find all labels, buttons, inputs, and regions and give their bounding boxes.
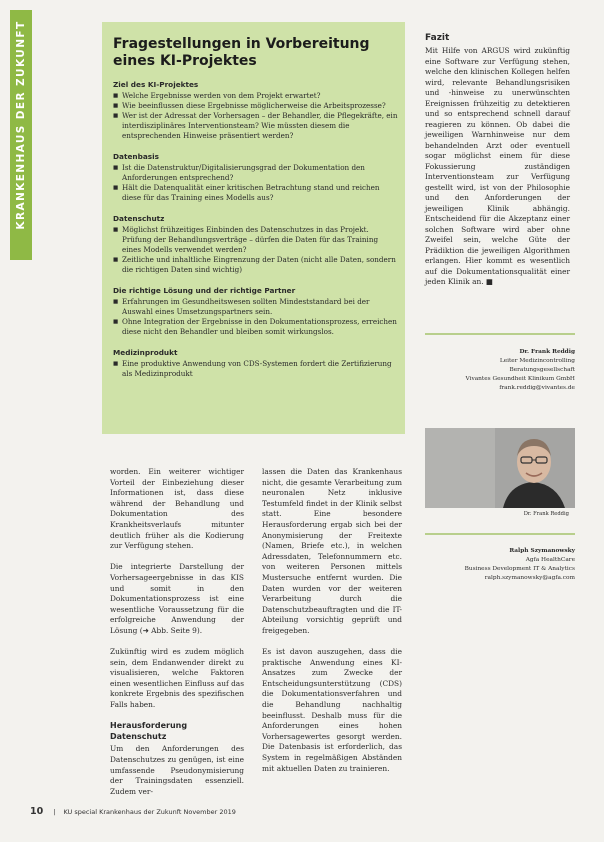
- author-block-1: [425, 348, 575, 393]
- list-item: ■ Wie beeinflussen diese Ergebnisse möglicherweise die Arbeitsprozesse?: [113, 101, 399, 111]
- paragraph: Die integrierte Darstellung der Vorhersageergebnisse in das KIS und somit in den Dokumentationsprozess ist eine wesentliche Voraussetzung für die erfolgreiche Anwendung der Lösung (➜ Abb. Seite 9).: [110, 562, 244, 635]
- list-item: ■ Möglichst frühzeitiges Einbinden des Datenschutzes in das Projekt. Prüfung der Behandlungsverträge – dürfen die Daten für das Training eines Modells verwendet werden?: [113, 225, 399, 255]
- author-name: Ralph Szymanowsky: [509, 548, 575, 554]
- paragraph: Um den Anforderungen des Datenschutzes zu genügen, ist eine umfassende Pseudonymisierung der Trainingsdaten essenziell. Zudem ver-: [110, 744, 244, 796]
- author-role: Leiter Medizincontrolling: [499, 358, 575, 364]
- footer-text: KU special Krankenhaus der Zukunft November 2019: [63, 808, 236, 816]
- author-company: Vivantes Gesundheit Klinikum GmbH: [465, 376, 575, 382]
- page-footer: [30, 806, 590, 817]
- list-item: ■ Welche Ergebnisse werden von dem Projekt erwartet?: [113, 91, 399, 101]
- divider: [425, 333, 575, 335]
- box-section-heading: Datenbasis: [113, 152, 159, 161]
- author-name: Dr. Frank Reddig: [519, 349, 575, 355]
- box-section-heading: Die richtige Lösung und der richtige Partner: [113, 286, 296, 295]
- list-item: ■ Erfahrungen im Gesundheitswesen sollten Mindeststandard bei der Auswahl eines Umsetzungspartners sein.: [113, 297, 399, 317]
- author-company: Agfa HealthCare: [525, 557, 575, 563]
- paragraph: worden. Ein weiterer wichtiger Vorteil der Einbeziehung dieser Informationen ist, dass diese während der Behandlung und Dokumentation des Krankheitsverlaufs mitunter deutlich früher als die Kodierung zur Verfügung stehen.: [110, 467, 244, 551]
- author-role: Business Development IT & Analytics: [464, 566, 575, 572]
- article-column-1: [110, 467, 244, 808]
- paragraph: Mit Hilfe von ARGUS wird zukünftig eine Software zur Verfügung stehen, welche den klinischen Kollegen helfen wird, relevante Behandlungsrisiken und -hinweise zu unerwünschten Ereignissen frühzeitig zu detektieren und so entsprechend schnell darauf reagieren zu können. Ob dabei die jeweiligen Warnhinweise nur dem behandelnden Arzt oder eventuell sogar möglichst einem für diese Fokussierung zuständigen Interventionsteam zur Verfügung gestellt wird, ist von der Philosophie und den Anforderungen der jeweiligen Klinik abhängig. Entscheidend für die Akzeptanz einer solchen Software wird aber ohne Zweifel sein, welche Güte der Prädiktion die jeweiligen Algorithmen erlangen. Hier kommt es wesentlich auf die Dokumentationsqualität einer jeden Klinik an. ■: [425, 46, 570, 286]
- paragraph: lassen die Daten das Krankenhaus nicht, die gesamte Verarbeitung zum neuronalen Netz inklusive Testumfeld findet in der Klinik selbst statt. Eine besondere Herausforderung ergab sich bei der Anonymisierung der Freitexte (Namen, Briefe etc.), in welchen Adressdaten, Telefonnummern etc. von weiteren Personen mittels Mustersuche entfernt wurden. Die Daten wurden vor der weiteren Verarbeitung durch die Datenschutzbeauftragten und die IT-Abteilung vorsichtig geprüft und freigegeben.: [262, 467, 402, 635]
- photo-caption: Dr. Frank Reddig: [523, 511, 569, 517]
- list-item: ■ Wer ist der Adressat der Vorhersagen – der Behandler, die Pflegekräfte, ein interdisziplinäres Interventionsteam? Wie müssten diesem die entsprechenden Hinweise präsentiert werden?: [113, 111, 399, 141]
- author-email: ralph.szymanowsky@agfa.com: [484, 575, 575, 581]
- author-block-2: [425, 547, 575, 583]
- fazit-heading: Fazit: [425, 33, 450, 43]
- fazit-column: [425, 46, 570, 298]
- list-item: ■ Eine produktive Anwendung von CDS-Systemen fordert die Zertifizierung als Medizinprodukt: [113, 359, 399, 379]
- box-section-heading: Ziel des KI-Projektes: [113, 80, 199, 89]
- box-section-heading: Medizinprodukt: [113, 348, 178, 357]
- box-section-list: [113, 359, 399, 379]
- sidebar-label: KRANKENHAUS DER ZUKUNFT: [15, 20, 27, 230]
- box-section-list: [113, 225, 399, 275]
- paragraph: Es ist davon auszugehen, dass die praktische Anwendung eines KI-Ansatzes zum Zwecke der Entscheidungsunterstützung (CDS) die Dokumentationsverfahren und die Behandlung nachhaltig beeinflusst. Deshalb muss für die Anforderungen eines hohen Vorhersagewertes gesorgt werden. Die Datenbasis ist erforderlich, das System in regelmäßigen Abständen mit aktuellen Daten zu trainieren.: [262, 647, 402, 773]
- page-number: 10: [30, 806, 44, 817]
- author-email: frank.reddig@vivantes.de: [499, 385, 575, 391]
- box-title: Fragestellungen in Vorbereitung eines KI-Projektes: [113, 36, 370, 69]
- list-item: ■ Zeitliche und inhaltliche Eingrenzung der Daten (nicht alle Daten, sondern die richtigen Daten sind wichtig): [113, 255, 399, 275]
- list-item: ■ Ist die Datenstruktur/Digitalisierungsgrad der Dokumentation den Anforderungen entsprechend?: [113, 163, 399, 183]
- box-section-list: [113, 91, 399, 141]
- list-item: ■ Ohne Integration der Ergebnisse in den Dokumentationsprozess, erreichen diese nicht den Behandler und bleiben somit wirkungslos.: [113, 317, 399, 337]
- list-item: ■ Hält die Datenqualität einer kritischen Betrachtung stand und reichen diese für das Training eines Modells aus?: [113, 183, 399, 203]
- portrait-image: [425, 428, 575, 508]
- article-column-2: [262, 467, 402, 785]
- section-heading: Herausforderung Datenschutz: [110, 721, 188, 741]
- box-section-list: [113, 297, 399, 337]
- paragraph: Zukünftig wird es zudem möglich sein, dem Endanwender direkt zu visualisieren, welche Faktoren einen wesentlichen Einfluss auf das konkrete Ergebnis des spezifischen Falls haben.: [110, 647, 245, 710]
- divider: [425, 533, 575, 535]
- footer-separator: |: [53, 808, 56, 816]
- author-photo: [425, 428, 575, 508]
- box-body: [113, 80, 399, 390]
- box-section-heading: Datenschutz: [113, 214, 165, 223]
- author-org: Beratungsgesellschaft: [509, 367, 575, 373]
- box-section-list: [113, 163, 399, 203]
